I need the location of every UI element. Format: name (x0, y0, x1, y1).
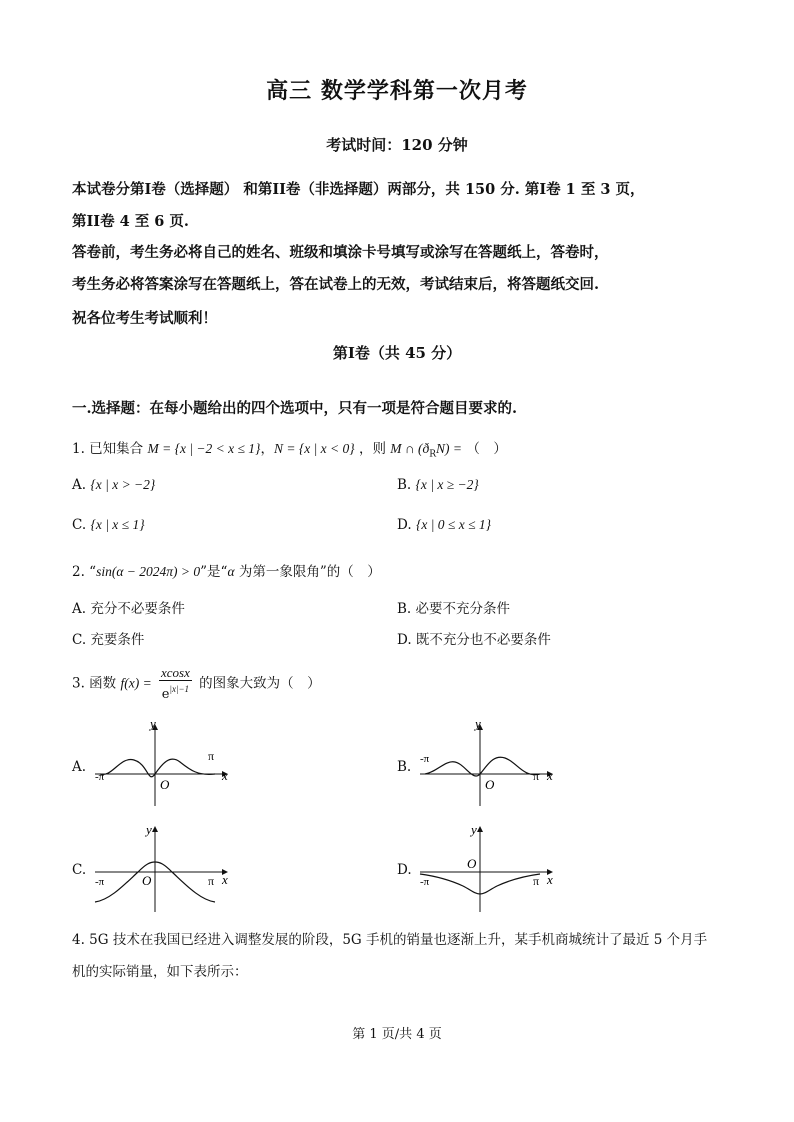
page-footer: 第 1 页/共 4 页 (352, 1027, 442, 1042)
q3-fraction (159, 665, 192, 703)
q1-sep: ， (260, 441, 274, 457)
graph-d-origin: O (467, 856, 477, 871)
part-heading: 一.选择题：在每小题给出的四个选项中，只有一项是符合题目要求的. (72, 400, 518, 417)
q1-set-m: M = {x | −2 < x ≤ 1} (147, 441, 261, 456)
q2-expr: sin(α − 2024π) > 0 (96, 564, 201, 579)
q1-blank: （ ） (466, 441, 507, 457)
q1-option-b[interactable] (397, 477, 479, 493)
q2-alpha: α (227, 564, 235, 579)
graph-b (415, 718, 565, 808)
graph-b-neg-pi: -π (420, 753, 430, 765)
q1-option-d[interactable] (397, 517, 491, 533)
q2-prefix: 2. “ (72, 564, 97, 580)
question-2 (72, 560, 381, 580)
graph-c-x-label: x (222, 872, 228, 887)
q1-option-d-label: D. (397, 517, 412, 533)
graph-c-y-arrow (152, 826, 158, 832)
question-3 (72, 665, 321, 703)
q3-option-d[interactable]: D. (397, 862, 412, 878)
graph-c (90, 822, 240, 914)
page-title: 高三 数学学科第一次月考 (266, 78, 528, 104)
q1-option-a-label: A. (72, 477, 87, 493)
intro-line-2: 第II卷 4 至 6 页. (72, 213, 189, 230)
section-title: 第I卷（共 45 分） (332, 344, 462, 362)
q1-option-c-label: C. (72, 517, 87, 533)
graph-d-x-label: x (547, 872, 553, 887)
graph-b-pi: π (533, 769, 540, 783)
graph-d-y-label: y (471, 822, 477, 837)
q1-then: ，则 (358, 441, 386, 457)
question-4-line-2: 机的实际销量，如下表所示： (72, 964, 248, 980)
intro-line-3: 答卷前，考生务必将自己的姓名、班级和填涂卡号填写或涂写在答题纸上，答卷时， (72, 244, 609, 261)
graph-d (415, 822, 565, 914)
q1-option-c[interactable] (72, 517, 145, 533)
q2-option-b[interactable]: B. 必要不充分条件 (397, 601, 511, 617)
q3-option-c[interactable]: C. (72, 862, 87, 878)
q2-suffix: 为第一象限角”的（ ） (234, 564, 381, 580)
graph-a-origin: O (160, 777, 170, 792)
q3-exponent: |x|−1 (169, 684, 190, 694)
q2-option-c[interactable]: C. 充要条件 (72, 632, 145, 648)
q1-prefix: 1. 已知集合 (72, 441, 144, 457)
graph-a-x-label: x (222, 768, 228, 783)
graph-d-y-arrow (477, 826, 483, 832)
q3-suffix: 的图象大致为（ ） (199, 675, 321, 692)
graph-d-pi: π (533, 874, 540, 888)
graph-b-curve (425, 757, 540, 776)
q1-option-c-value: {x | x ≤ 1} (90, 517, 145, 532)
q1-expr: M ∩ (ð (390, 441, 430, 456)
q1-set-n: N = {x | x < 0} (273, 441, 355, 456)
graph-c-y-label: y (146, 822, 152, 837)
graph-a-neg-pi: -π (95, 771, 105, 783)
graph-a-pi: π (208, 749, 215, 763)
q1-option-b-label: B. (397, 477, 412, 493)
graph-b-x-label: x (547, 768, 553, 783)
question-4-line-1: 4. 5G 技术在我国已经进入调整发展的阶段，5G 手机的销量也逐渐上升，某手机商城统计了最近 5 个月手 (72, 932, 708, 948)
q1-option-a-value: {x | x > −2} (90, 477, 156, 492)
q2-option-d[interactable]: D. 既不充分也不必要条件 (397, 632, 551, 648)
graph-b-y-label: y (475, 716, 481, 731)
graph-d-neg-pi: -π (420, 876, 430, 888)
q3-prefix: 3. 函数 (72, 675, 117, 692)
graph-c-origin: O (142, 873, 152, 888)
intro-line-4: 考生务必将答案涂写在答题纸上，答在试卷上的无效，考试结束后，将答题纸交回. (72, 276, 600, 293)
graph-c-neg-pi: -π (95, 876, 105, 888)
q1-expr-end: N) = (436, 441, 463, 456)
graph-a (90, 718, 240, 808)
question-1 (72, 437, 507, 460)
q2-option-a[interactable]: A. 充分不必要条件 (72, 601, 185, 617)
q3-function-name: f(x) = (120, 675, 152, 691)
q3-denominator: e (161, 687, 170, 702)
intro-line-1: 本试卷分第I卷（选择题） 和第II卷（非选择题）两部分，共 150 分. 第I卷 1 至 3 页， (72, 181, 645, 198)
q1-option-b-value: {x | x ≥ −2} (415, 477, 479, 492)
graph-a-y-label: y (150, 716, 156, 731)
q1-sub: R (429, 449, 437, 460)
q3-option-a[interactable]: A. (72, 759, 87, 775)
q1-option-d-value: {x | 0 ≤ x ≤ 1} (415, 517, 491, 532)
q1-option-a[interactable] (72, 477, 155, 493)
exam-time: 考试时间：120 分钟 (326, 136, 468, 154)
q3-option-b[interactable]: B. (397, 759, 412, 775)
q3-numerator: xcosx (160, 665, 190, 680)
q2-mid: ”是“ (200, 564, 228, 580)
graph-c-pi: π (208, 874, 215, 888)
intro-line-5: 祝各位考生考试顺利！ (72, 310, 217, 327)
graph-b-origin: O (485, 777, 495, 792)
